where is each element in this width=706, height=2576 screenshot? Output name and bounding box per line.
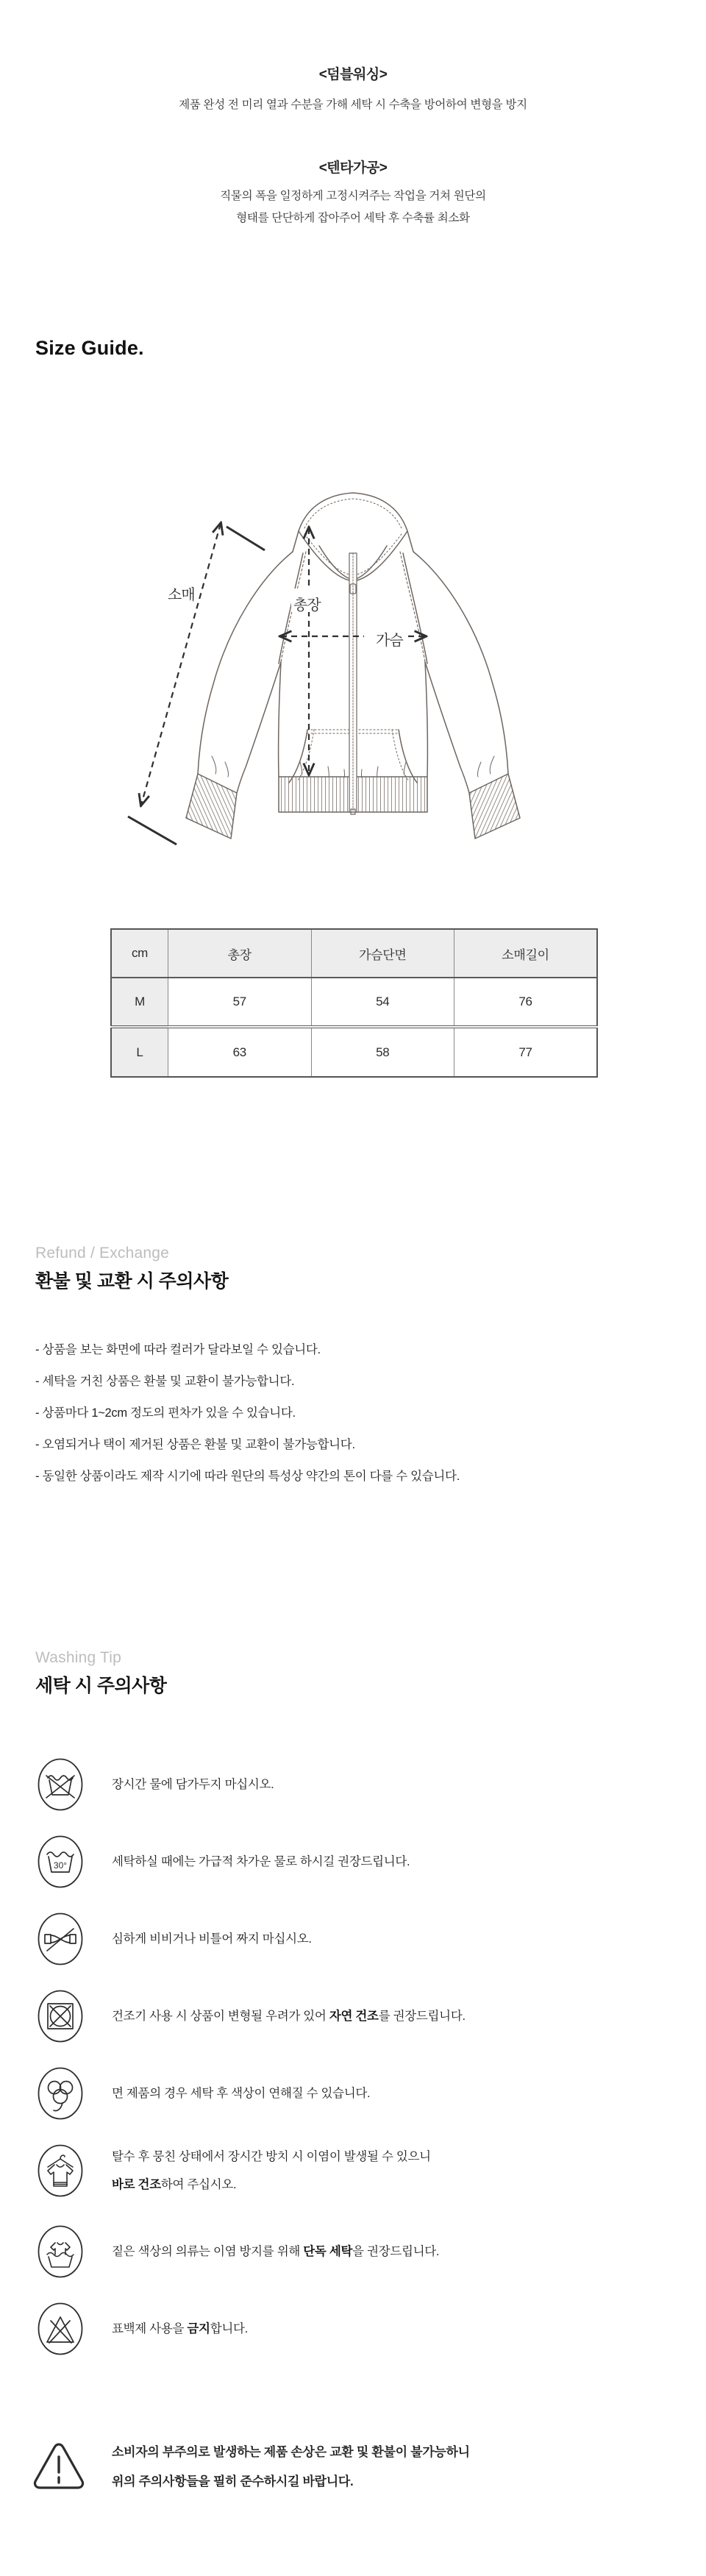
size-label: M [111,978,168,1027]
caution-text [112,2438,470,2497]
washing-item [37,1758,684,1811]
jacket-line-drawing-icon [110,441,596,861]
washing-item [37,2067,684,2120]
size-table-header: 가슴단면 [311,929,454,978]
washing-item [37,2302,684,2355]
refund-note: - 상품마다 1~2cm 정도의 편차가 있을 수 있습니다. [35,1406,296,1420]
washing-section-title: 세탁 시 주의사항 [35,1676,167,1696]
sleeve-measure-label: 소매 [168,587,195,603]
no-bleach-icon [37,2302,84,2355]
wash-separately-icon [37,2225,84,2278]
no-soak-icon [37,1758,84,1811]
washing-item [37,2225,684,2278]
washing-instruction: 장시간 물에 담가두지 마십시오. [112,1778,274,1791]
caution-line: 소비자의 부주의로 발생하는 제품 손상은 교환 및 환불이 불가능하니 [112,2445,470,2459]
size-table [110,928,598,1078]
washing-item [37,1990,684,2043]
washing-item [37,1913,684,1965]
size-label: L [111,1027,168,1077]
refund-note: - 세탁을 거친 상품은 환불 및 교환이 불가능합니다. [35,1375,295,1388]
washing-instruction: 탈수 후 뭉친 상태에서 장시간 방치 시 이염이 발생될 수 있으니 바로 건조하여 주십시오. [112,2150,431,2191]
svg-text:30°: 30° [53,1860,68,1871]
refund-section-title: 환불 및 교환 시 주의사항 [35,1271,229,1292]
cotton-icon [37,2067,84,2120]
process-note-line: 형태를 단단하게 잡아주어 세탁 후 수축률 최소화 [236,212,470,224]
size-value: 76 [454,978,598,1027]
process-note-title-tumble-washing: <덤블워싱> [318,67,388,82]
washing-instruction: 심하게 비비거나 비틀어 짜지 마십시오. [112,1932,312,1946]
refund-note: - 상품을 보는 화면에 따라 컬러가 달라보일 수 있습니다. [35,1343,321,1356]
size-table-header: 소매길이 [454,929,598,978]
caution-triangle-icon [31,2439,87,2491]
no-wring-icon [37,1913,84,1965]
caution-line: 위의 주의사항들을 필히 준수하시길 바랍니다. [112,2474,354,2488]
size-table-header-row [111,929,597,978]
wash-cold-30-icon [37,1835,84,1888]
chest-measure-label: 가슴 [372,628,407,650]
size-table-row-l [111,1027,597,1077]
process-note-line: 직물의 폭을 일정하게 고정시켜주는 작업을 거쳐 원단의 [220,190,486,202]
washing-instruction: 건조기 사용 시 상품이 변형될 우려가 있어 자연 건조를 권장드립니다. [112,2010,466,2023]
size-value: 63 [168,1027,312,1077]
refund-section-label-en: Refund / Exchange [35,1245,170,1262]
size-table-row-m [111,978,597,1027]
washing-instruction: 면 제품의 경우 세탁 후 색상이 연해질 수 있습니다. [112,2087,371,2100]
refund-note: - 오염되거나 택이 제거된 상품은 환불 및 교환이 불가능합니다. [35,1438,355,1451]
washing-instruction: 표백제 사용을 금지합니다. [112,2322,248,2335]
washing-item [37,1835,684,1888]
caution-icon-wrap [31,2439,87,2491]
hang-dry-icon [37,2144,84,2197]
no-tumble-dry-icon [37,1990,84,2043]
length-measure-label: 총장 [293,597,321,613]
refund-notes [35,1334,682,1492]
size-value: 58 [311,1027,454,1077]
refund-note: - 동일한 상품이라도 제작 시기에 따라 원단의 특성상 약간의 톤이 다를 수 있습니다. [35,1470,460,1483]
size-table-header: 총장 [168,929,312,978]
size-value: 57 [168,978,312,1027]
size-guide-title: Size Guide. [35,337,144,359]
size-value: 77 [454,1027,598,1077]
process-note-title-tenter: <텐타가공> [318,160,388,176]
washing-item [37,2144,684,2197]
washing-instruction: 짙은 색상의 의류는 이염 방지를 위해 단독 세탁을 권장드립니다. [112,2245,440,2258]
process-note-line: 제품 완성 전 미리 열과 수분을 가해 세탁 시 수축을 방어하여 변형을 방지 [179,99,527,111]
size-value: 54 [311,978,454,1027]
size-table-unit-cell: cm [111,929,168,978]
washing-instruction: 세탁하실 때에는 가급적 차가운 물로 하시길 권장드립니다. [112,1855,410,1868]
washing-section-label-en: Washing Tip [35,1649,121,1666]
jacket-diagram [110,441,596,861]
